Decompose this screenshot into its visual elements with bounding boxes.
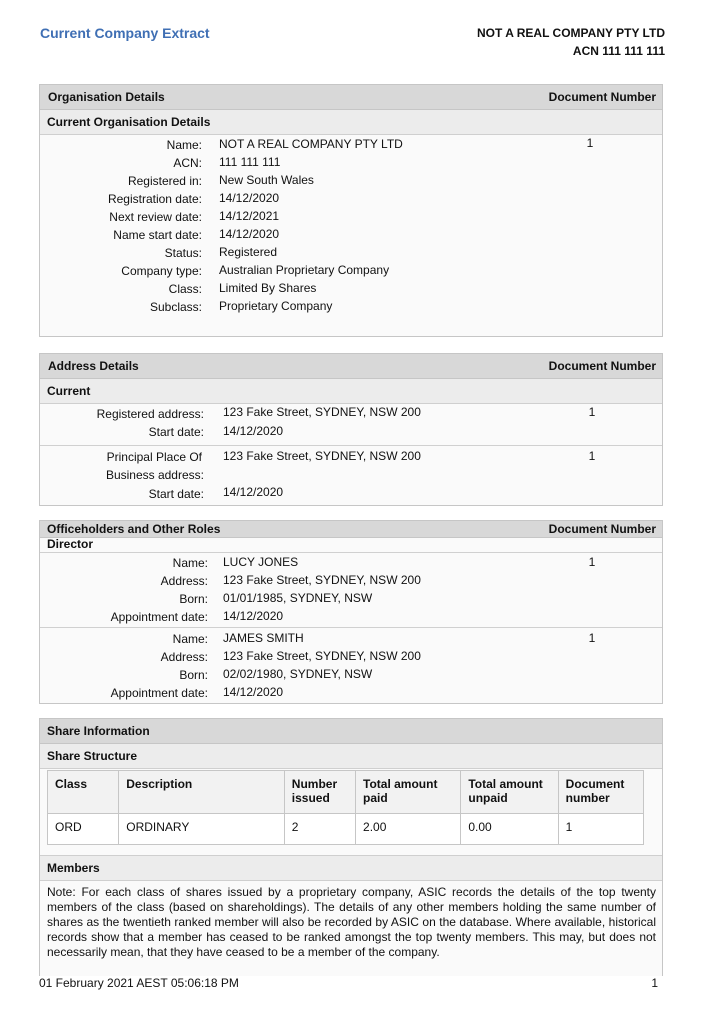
share-information-header (40, 719, 662, 744)
field-value: NOT A REAL COMPANY PTY LTD (219, 137, 403, 151)
table-cell: 0.00 (461, 814, 558, 845)
officer-field-label: Born: (179, 668, 208, 682)
table-cell: 1 (558, 814, 643, 845)
divider (40, 552, 662, 553)
registered-address-value: 123 Fake Street, SYDNEY, NSW 200 (223, 405, 421, 419)
company-name: NOT A REAL COMPANY PTY LTD (476, 26, 665, 40)
start-date-label: Start date: (148, 425, 204, 439)
officer-field-label: Born: (179, 592, 208, 606)
share-structure-subheader (40, 744, 662, 769)
field-value: 14/12/2021 (219, 209, 280, 223)
members-subheader (40, 855, 662, 881)
table-cell: ORD (48, 814, 119, 845)
officer-field-value: 02/02/1980, SYDNEY, NSW (223, 667, 373, 681)
table-header-row (48, 771, 644, 814)
field-label: Registration date: (107, 192, 202, 206)
officer-field-value: 123 Fake Street, SYDNEY, NSW 200 (223, 649, 421, 663)
field-label: Name: (166, 138, 202, 152)
officeholders-header (40, 521, 662, 538)
subsection-heading: Share Structure (47, 749, 138, 763)
company-header (477, 24, 665, 60)
subsection-heading: Current Organisation Details (47, 115, 211, 129)
share-structure-table-wrap (40, 770, 662, 850)
document-number: 1 (588, 555, 596, 569)
officer-field-value: 14/12/2020 (223, 685, 284, 699)
registered-address-label: Registered address: (96, 407, 204, 421)
table-cell: 2.00 (356, 814, 461, 845)
officer-field-value: 14/12/2020 (223, 609, 284, 623)
role-heading: Director (47, 537, 94, 551)
officeholders-section (39, 520, 663, 704)
officer-field-value: 123 Fake Street, SYDNEY, NSW 200 (223, 573, 421, 587)
field-value: 14/12/2020 (219, 227, 280, 241)
start-date-label: Start date: (148, 487, 204, 501)
column-header: Total amount paid (356, 771, 461, 814)
document-number-heading: Document Number (548, 90, 656, 104)
document-number: 1 (586, 136, 594, 150)
share-information-section (39, 718, 663, 976)
footer-timestamp: 01 February 2021 AEST 05:06:18 PM (39, 976, 239, 990)
field-label: Class: (168, 282, 202, 296)
start-date-value: 14/12/2020 (223, 485, 284, 499)
officer-field-label: Name: (172, 556, 208, 570)
members-note: Note: For each class of shares issued by a proprietary company, ASIC records the details of the top twenty members of the class (based on shareholdings). The details of any other members holding the same number of shares as the twentieth ranked member will also be recorded by ASIC on the database. Where available, historical records show that a member has ceased to be ranked amongst the top twenty members. This may, but does not necessarily mean, that they have ceased to be a member of the company. (47, 885, 656, 959)
officer-field-label: Appointment date: (110, 610, 208, 624)
organisation-details-header (40, 85, 662, 110)
field-value: Australian Proprietary Company (219, 263, 390, 277)
address-details-section (39, 353, 663, 506)
column-header: Number issued (284, 771, 355, 814)
document-number-heading: Document Number (548, 359, 656, 373)
principal-place-label-line2: Business address: (105, 468, 204, 482)
principal-place-label-line1: Principal Place Of (106, 450, 202, 464)
officer-field-value: LUCY JONES (223, 555, 299, 569)
field-value: New South Wales (219, 173, 314, 187)
field-value: Proprietary Company (219, 299, 333, 313)
field-label: ACN: (173, 156, 202, 170)
current-organisation-subheader (40, 110, 662, 135)
column-header: Total amount unpaid (461, 771, 558, 814)
section-heading: Share Information (47, 724, 150, 738)
field-value: 111 111 111 (219, 155, 281, 169)
current-address-subheader (40, 379, 662, 404)
field-value: 14/12/2020 (219, 191, 280, 205)
divider (40, 445, 662, 446)
address-details-header (40, 354, 662, 379)
page-number: 1 (651, 976, 658, 990)
officer-field-value: JAMES SMITH (223, 631, 304, 645)
table-cell: 2 (284, 814, 355, 845)
field-value: Limited By Shares (219, 281, 317, 295)
table-cell: ORDINARY (119, 814, 285, 845)
field-label: Next review date: (109, 210, 202, 224)
table-row (48, 814, 644, 845)
column-header: Description (119, 771, 285, 814)
document-number: 1 (588, 449, 596, 463)
divider (40, 627, 662, 628)
officer-field-label: Appointment date: (110, 686, 208, 700)
section-heading: Organisation Details (48, 90, 165, 104)
officer-field-label: Name: (172, 632, 208, 646)
field-label: Status: (164, 246, 202, 260)
subsection-heading: Current (47, 384, 91, 398)
page-title: Current Company Extract (40, 25, 210, 41)
field-value: Registered (219, 245, 278, 259)
share-structure-table (47, 770, 644, 845)
field-label: Subclass: (149, 300, 202, 314)
document-number: 1 (588, 405, 596, 419)
start-date-value: 14/12/2020 (223, 424, 284, 438)
document-number-heading: Document Number (548, 522, 656, 536)
field-label: Registered in: (127, 174, 202, 188)
section-heading: Address Details (48, 359, 139, 373)
column-header: Class (48, 771, 119, 814)
field-label: Company type: (121, 264, 202, 278)
company-acn: ACN 111 111 111 (572, 44, 665, 58)
section-heading: Officeholders and Other Roles (47, 522, 221, 536)
field-label: Name start date: (113, 228, 202, 242)
subsection-heading: Members (47, 861, 100, 875)
officer-field-value: 01/01/1985, SYDNEY, NSW (223, 591, 373, 605)
organisation-details-section (39, 84, 663, 337)
officer-field-label: Address: (160, 650, 208, 664)
column-header: Document number (558, 771, 643, 814)
officer-field-label: Address: (160, 574, 208, 588)
document-number: 1 (588, 631, 596, 645)
principal-place-value: 123 Fake Street, SYDNEY, NSW 200 (223, 449, 421, 463)
